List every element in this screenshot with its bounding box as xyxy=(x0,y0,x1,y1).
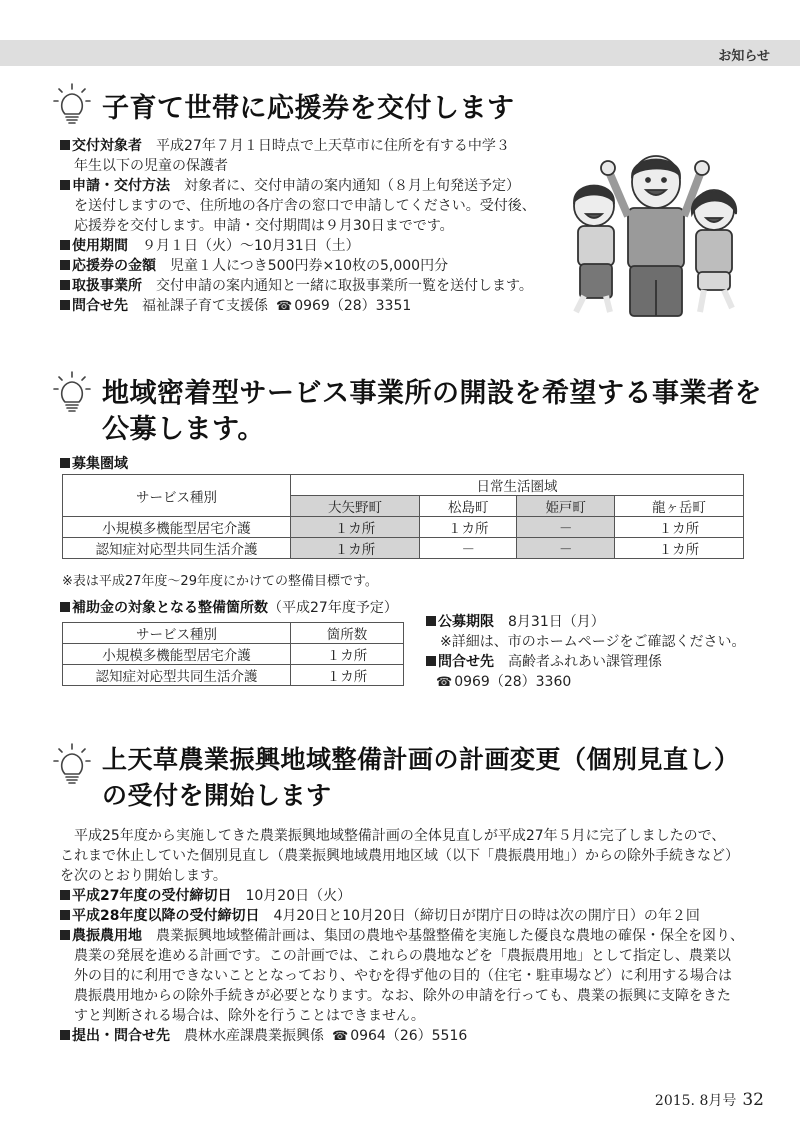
item-deadline-2015 xyxy=(60,886,744,906)
table-cell: １カ所 xyxy=(614,517,743,538)
footer xyxy=(655,1090,764,1110)
table-cell: １カ所 xyxy=(291,538,420,559)
col-header-service: サービス種別 xyxy=(63,475,291,517)
item-farmland xyxy=(60,926,744,946)
contact-label: 問合せ先 xyxy=(438,654,494,670)
section2-title-line2: 公募します。 xyxy=(102,414,265,445)
intro-line: これまで休止していた個別見直し（農業振興地域農用地区域（以下「農振農用地」）からの除外手続きなど） xyxy=(60,848,739,864)
area-header: 松島町 xyxy=(420,496,517,517)
phone-icon: ☎ xyxy=(332,1029,349,1044)
period-label: 公募期限 xyxy=(438,614,494,630)
item-label: 農振農用地 xyxy=(72,928,142,944)
service-name: 認知症対応型共同生活介護 xyxy=(63,665,291,686)
period-note: ※詳細は、市のホームページをご確認ください。 xyxy=(440,634,746,650)
lightbulb-icon xyxy=(52,742,92,788)
contact-tel: 0969（28）3360 xyxy=(454,674,572,690)
header-bar xyxy=(0,40,800,66)
item-text: 農業振興地域整備計画は、集団の農地や基盤整備を実施した優良な農地の確保・保全を図り、 xyxy=(156,928,744,944)
contact-line xyxy=(426,652,745,672)
item-text: ９月１日（火）～10月31日（土） xyxy=(142,238,360,254)
item-text: 交付申請の案内通知と一緒に取扱事業所一覧を送付します。 xyxy=(156,278,533,294)
lightbulb-icon xyxy=(52,370,92,416)
item-label: 平成28年度以降の受付締切日 xyxy=(72,908,260,924)
item-cont: を送付しますので、住所地の各庁舎の窓口で申請してください。受付後、 xyxy=(74,198,536,214)
service-name: 小規模多機能型居宅介護 xyxy=(63,517,291,538)
table-row xyxy=(63,644,404,665)
item-label: 提出・問合せ先 xyxy=(72,1028,170,1044)
item-label: 交付対象者 xyxy=(72,138,142,154)
item-label: 申請・交付方法 xyxy=(72,178,170,194)
table-note: ※表は平成27年度～29年度にかけての整備目標です。 xyxy=(62,574,378,589)
table-cell: － xyxy=(517,538,614,559)
item-cont: 外の目的に利用できないこととなっており、やむを得ず他の目的（住宅・駐車場など）に利用する場合は xyxy=(74,968,732,984)
period-line xyxy=(426,612,745,632)
subsidy-table xyxy=(62,622,404,686)
item-tel: 0969（28）3351 xyxy=(294,298,412,314)
col-header-area-group: 日常生活圏域 xyxy=(291,475,744,496)
section3-title-line1: 上天草農業振興地域整備計画の計画変更（個別見直し） xyxy=(102,745,740,774)
area-table xyxy=(62,474,744,559)
section2-title-line1: 地域密着型サービス事業所の開設を希望する事業者を xyxy=(102,378,762,409)
item-deadline-2016 xyxy=(60,906,744,926)
contact-value: 高齢者ふれあい課管理係 xyxy=(508,654,662,670)
lightbulb-icon xyxy=(52,82,92,128)
table-cell: １カ所 xyxy=(291,644,404,665)
intro-line: 平成25年度から実施してきた農業振興地域整備計画の全体見直しが平成27年５月に完了しましたので、 xyxy=(74,828,726,844)
recruit-info xyxy=(426,612,745,693)
section1-body xyxy=(60,136,536,317)
item-cont: 応援券を交付します。申請・交付期間は９月30日までです。 xyxy=(74,218,454,234)
area-label-text: 募集圏域 xyxy=(72,456,128,472)
item-providers xyxy=(60,276,536,296)
issue-label: 2015. 8月号 xyxy=(654,1093,737,1109)
item-contact xyxy=(60,296,536,317)
item-application xyxy=(60,176,536,196)
item-label: 問合せ先 xyxy=(72,298,128,314)
item-text: 平成27年７月１日時点で上天草市に住所を有する中学３ xyxy=(156,138,510,154)
header-label: お知らせ xyxy=(718,49,770,64)
item-text: 児童１人につき500円券×10枚の5,000円分 xyxy=(170,258,449,274)
item-label: 取扱事業所 xyxy=(72,278,142,294)
item-cont: すと判断される場合は、除外を行うことはできません。 xyxy=(74,1008,425,1024)
item-label: 応援券の金額 xyxy=(72,258,156,274)
table-row xyxy=(63,517,744,538)
phone-icon: ☎ xyxy=(436,675,453,690)
table-cell: １カ所 xyxy=(614,538,743,559)
item-recipients xyxy=(60,136,536,156)
table-cell: １カ所 xyxy=(291,517,420,538)
table-cell: － xyxy=(420,538,517,559)
subsidy-label xyxy=(60,598,398,618)
item-cont: 農業の発展を進める計画です。この計画では、これらの農地などを「農振農用地」として指定し、農業以 xyxy=(74,948,731,964)
col-header-count: 箇所数 xyxy=(291,623,404,644)
item-cont: 年生以下の児童の保護者 xyxy=(74,158,228,174)
item-label: 平成27年度の受付締切日 xyxy=(72,888,232,904)
intro-line: を次のとおり開始します。 xyxy=(60,868,227,884)
table-cell: １カ所 xyxy=(291,665,404,686)
area-header: 姫戸町 xyxy=(517,496,614,517)
item-text: 4月20日と10月20日（締切日が閉庁日の時は次の開庁日）の年２回 xyxy=(273,908,700,924)
item-text: 対象者に、交付申請の案内通知（８月上旬発送予定） xyxy=(184,178,520,194)
item-text: 10月20日（火） xyxy=(245,888,352,904)
section1-title: 子育て世帯に応援券を交付します xyxy=(102,93,515,124)
area-header: 大矢野町 xyxy=(291,496,420,517)
item-label: 使用期間 xyxy=(72,238,128,254)
contact-tel-line xyxy=(426,672,745,693)
section3-title-line2: の受付を開始します xyxy=(102,781,332,810)
item-text: 福祉課子育て支援係 xyxy=(142,298,268,314)
area-header: 龍ヶ岳町 xyxy=(614,496,743,517)
item-cont: 農振農用地からの除外手続きが必要となります。なお、除外の申請を行っても、農業の振興に支障をきた xyxy=(74,988,731,1004)
section3-body xyxy=(60,826,744,1047)
table-cell: １カ所 xyxy=(420,517,517,538)
item-period xyxy=(60,236,536,256)
area-label xyxy=(60,454,128,474)
col-header-service: サービス種別 xyxy=(63,623,291,644)
subsidy-label-text: 補助金の対象となる整備箇所数 xyxy=(72,600,268,616)
service-name: 認知症対応型共同生活介護 xyxy=(63,538,291,559)
item-contact xyxy=(60,1026,744,1047)
item-amount xyxy=(60,256,536,276)
service-name: 小規模多機能型居宅介護 xyxy=(63,644,291,665)
table-cell: － xyxy=(517,517,614,538)
subsidy-note: （平成27年度予定） xyxy=(268,600,398,616)
item-tel: 0964（26）5516 xyxy=(350,1028,468,1044)
phone-icon: ☎ xyxy=(276,299,293,314)
item-text: 農林水産課農業振興係 xyxy=(184,1028,324,1044)
family-illustration xyxy=(560,140,750,320)
table-row xyxy=(63,665,404,686)
period-value: 8月31日（月） xyxy=(508,614,605,630)
page-number: 32 xyxy=(742,1090,764,1110)
table-row xyxy=(63,538,744,559)
